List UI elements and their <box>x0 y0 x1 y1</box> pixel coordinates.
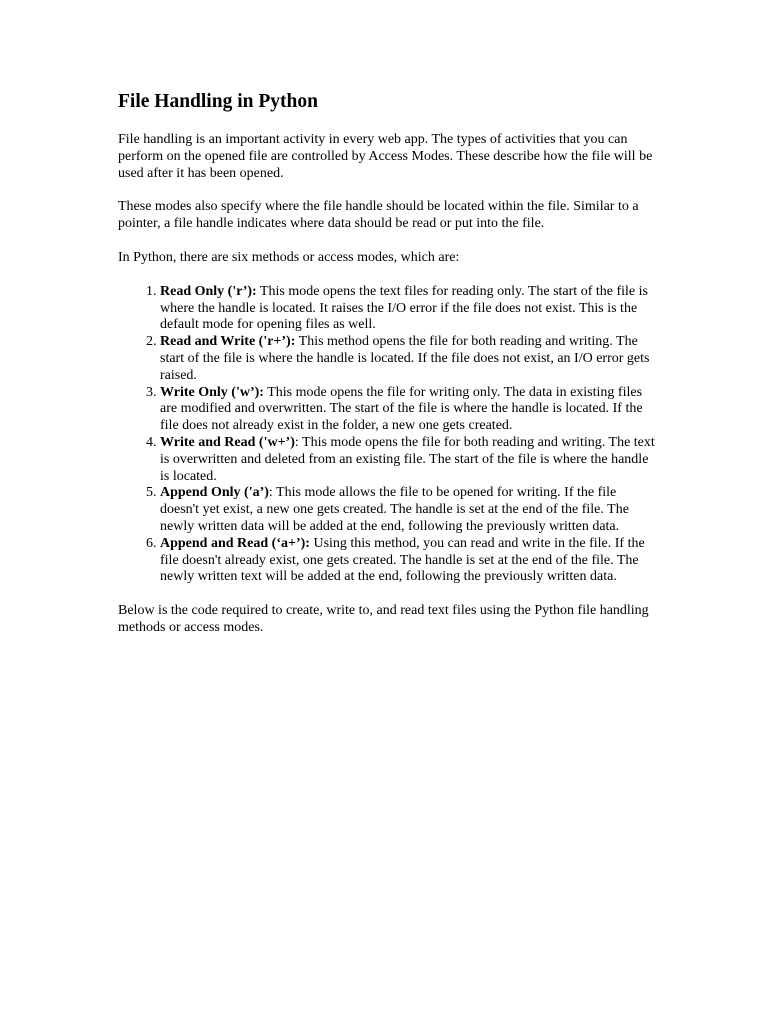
handle-paragraph: These modes also specify where the file handle should be located within the file. Similar to a pointer, a file handle indicates where data should be read or put into the file. <box>118 199 639 232</box>
list-item <box>160 334 656 384</box>
mode-term: Write and Read ('w+’) <box>160 434 295 450</box>
mode-description: : This mode allows the file to be opened for writing. If the file doesn't yet exist, a new one gets created. The handle is set at the end of the file. The newly written data will be added at the end, following the previously written data. <box>160 485 629 534</box>
list-item <box>160 485 656 535</box>
mode-description: : This mode opens the file for both reading and writing. The text is overwritten and deleted from an existing file. The start of the file is where the handle is located. <box>160 434 655 484</box>
list-item <box>160 284 656 334</box>
mode-description: Using this method, you can read and write in the file. If the file doesn't already exist, one gets created. The handle is set at the end of the file. The newly written text will be added at the end, following the previously written data. <box>160 535 645 585</box>
mode-description: This mode opens the file for writing only. The data in existing files are modified and overwritten. The start of the file is where the handle is located. If the file does not already exist in the folder, a new one gets created. <box>160 384 643 434</box>
list-item <box>160 536 656 586</box>
closing-paragraph: Below is the code required to create, write to, and read text files using the Python file handling methods or access modes. <box>118 603 649 635</box>
list-item <box>160 435 656 485</box>
mode-term: Read and Write ('r+’): <box>160 334 296 350</box>
mode-term: Append and Read (‘a+’): <box>160 535 310 551</box>
mode-term: Read Only ('r’): <box>160 283 257 299</box>
access-modes-list <box>118 284 656 586</box>
mode-description: This mode opens the text files for reading only. The start of the file is where the handle is located. It raises the I/O error if the file does not exist. This is the default mode for opening files as well. <box>160 283 648 333</box>
mode-term: Write Only ('w’): <box>160 384 264 400</box>
mode-term: Append Only ('a’) <box>160 485 269 501</box>
intro-paragraph: File handling is an important activity in every web app. The types of activities that you can perform on the opened file are controlled by Access Modes. These describe how the file will be used after it has been opened. <box>118 132 653 181</box>
modes-intro-paragraph: In Python, there are six methods or access modes, which are: <box>118 249 460 265</box>
list-item <box>160 385 656 435</box>
page-title: File Handling in Python <box>118 91 318 112</box>
mode-description: This method opens the file for both reading and writing. The start of the file is where the handle is located. If the file does not exist, an I/O error gets raised. <box>160 334 650 383</box>
